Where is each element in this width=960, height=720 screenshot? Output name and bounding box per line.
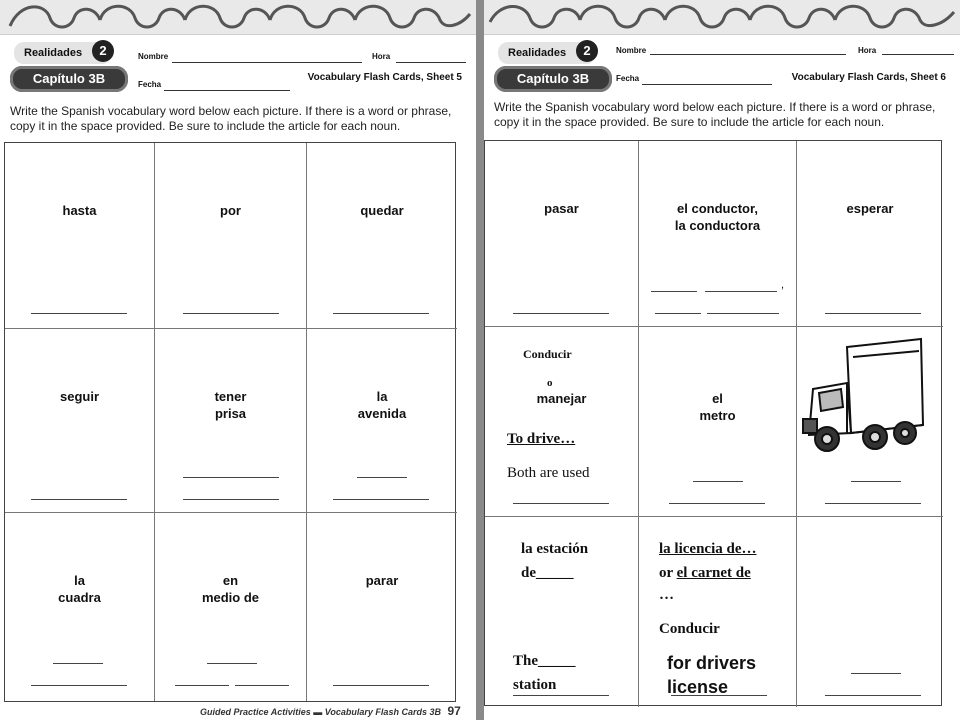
flash-card <box>5 143 155 329</box>
handwritten-note: station <box>513 677 557 693</box>
level-badge: 2 <box>92 40 114 62</box>
hora-label: Hora <box>858 46 877 55</box>
flash-card <box>307 143 457 329</box>
answer-blank[interactable] <box>183 313 279 314</box>
handwritten-note: Conducir <box>523 347 572 361</box>
flash-card <box>307 329 457 513</box>
flash-card-grid <box>4 142 456 702</box>
instructions: Write the Spanish vocabulary word below each picture. If there is a word or phrase, copy it in the space provided. Be sure to include the article for each noun. <box>10 104 452 133</box>
handwritten-note: la licencia de… <box>659 541 757 557</box>
answer-blank[interactable] <box>31 313 127 314</box>
vocab-word: el conductor, <box>677 201 758 216</box>
handwritten-note: … <box>659 587 674 603</box>
flash-card-sheet-5 <box>0 0 476 720</box>
flash-card <box>639 327 797 517</box>
page-gutter <box>476 0 484 720</box>
answer-blank[interactable] <box>31 499 127 500</box>
flash-card <box>307 513 457 701</box>
answer-blank[interactable] <box>333 313 429 314</box>
flash-card-grid <box>484 140 942 706</box>
vocab-word: medio de <box>201 590 260 605</box>
vocab-word: esperar <box>846 201 894 216</box>
decorative-scroll-border <box>0 0 476 35</box>
chapter-label: Capítulo 3B <box>494 66 612 92</box>
answer-blank[interactable] <box>851 481 901 482</box>
answer-blank[interactable] <box>513 313 609 314</box>
vocab-word: quedar <box>360 203 404 218</box>
handwritten-note: for drivers <box>667 653 757 673</box>
vocab-word: pasar <box>544 201 579 216</box>
handwritten-note: de_____ <box>521 565 574 581</box>
delivery-truck-icon <box>801 333 931 463</box>
answer-blank[interactable] <box>31 685 127 686</box>
answer-blank[interactable] <box>513 695 609 696</box>
answer-blank[interactable] <box>235 685 289 686</box>
decorative-scroll-border <box>484 0 960 35</box>
worksheet-header <box>10 38 468 94</box>
answer-blank[interactable] <box>825 503 921 504</box>
answer-blank[interactable] <box>207 663 257 664</box>
nombre-label: Nombre <box>616 46 647 55</box>
answer-blank[interactable] <box>183 477 279 478</box>
fecha-label: Fecha <box>138 80 162 89</box>
handwritten-note: o <box>547 377 553 389</box>
vocab-word: hasta <box>62 203 97 218</box>
handwritten-note: Both are used <box>507 465 590 481</box>
answer-blank[interactable] <box>655 313 701 314</box>
answer-blank[interactable] <box>333 685 429 686</box>
vocab-word: la conductora <box>674 218 761 233</box>
handwritten-note <box>659 565 751 582</box>
vocab-word: la <box>74 573 85 588</box>
fecha-line <box>164 90 290 91</box>
vocab-word: metro <box>699 408 736 423</box>
flash-card <box>155 513 307 701</box>
hora-label: Hora <box>372 52 391 61</box>
flash-card <box>639 517 797 707</box>
flash-card <box>797 517 943 707</box>
flash-card <box>155 329 307 513</box>
vocab-word: el <box>712 391 723 406</box>
handwritten-note: license <box>667 677 729 697</box>
vocab-word: cuadra <box>58 590 101 605</box>
nombre-line <box>650 54 846 55</box>
footer-right: Vocabulary Flash Cards 3B <box>324 707 441 717</box>
fecha-line <box>642 84 772 85</box>
vocab-word: manejar <box>536 391 587 406</box>
nombre-label: Nombre <box>138 52 169 61</box>
vocab-word: en <box>222 573 239 588</box>
handwritten-note: Conducir <box>659 621 720 637</box>
vocab-word: la <box>376 389 388 404</box>
fecha-label: Fecha <box>616 74 640 83</box>
vocab-word: por <box>220 203 241 218</box>
flash-card <box>639 141 797 327</box>
scroll-ornament-icon <box>484 0 960 34</box>
level-badge: 2 <box>576 40 598 62</box>
flash-card <box>5 513 155 701</box>
answer-blank[interactable] <box>825 313 921 314</box>
vocab-word: seguir <box>59 389 99 404</box>
book-title: Realidades <box>498 42 596 64</box>
flash-card <box>485 517 639 707</box>
answer-blank[interactable] <box>707 313 779 314</box>
answer-blank[interactable] <box>671 695 767 696</box>
instructions: Write the Spanish vocabulary word below each picture. If there is a word or phrase, copy it in the space provided. Be sure to include the article for each noun. <box>494 100 936 129</box>
answer-blank[interactable] <box>693 481 743 482</box>
answer-blank[interactable] <box>825 695 921 696</box>
answer-blank[interactable] <box>333 499 429 500</box>
sheet-title: Vocabulary Flash Cards, Sheet 6 <box>791 72 946 83</box>
scroll-ornament-icon <box>0 0 476 34</box>
footer-separator: ▬ <box>313 707 323 717</box>
flash-card <box>485 327 639 517</box>
chapter-label: Capítulo 3B <box>10 66 128 92</box>
flash-card <box>5 329 155 513</box>
answer-blank[interactable] <box>669 503 765 504</box>
page-footer <box>200 704 461 718</box>
page-number: 97 <box>447 704 461 718</box>
flash-card <box>797 327 943 517</box>
sheet-title: Vocabulary Flash Cards, Sheet 5 <box>307 72 462 83</box>
answer-blank[interactable] <box>53 663 103 664</box>
flash-card <box>155 143 307 329</box>
flash-card <box>797 141 943 327</box>
flash-card <box>485 141 639 327</box>
vocab-word: prisa <box>214 406 247 421</box>
footer-left: Guided Practice Activities <box>200 707 311 717</box>
comma-separator: , <box>781 279 785 291</box>
worksheet-header <box>494 38 952 94</box>
handwritten-note: The_____ <box>513 653 576 669</box>
answer-blank[interactable] <box>513 503 609 504</box>
answer-blank[interactable] <box>705 291 777 292</box>
vocab-word: tener <box>214 389 247 404</box>
nombre-line <box>172 62 362 63</box>
answer-blank[interactable] <box>357 477 407 478</box>
answer-blank[interactable] <box>851 673 901 674</box>
handwritten-carnet: el carnet de <box>676 565 751 581</box>
flash-card-sheet-6 <box>484 0 960 720</box>
handwritten-note: la estación <box>521 541 589 557</box>
handwritten-or: or <box>659 565 677 581</box>
book-title: Realidades <box>14 42 112 64</box>
answer-blank[interactable] <box>175 685 229 686</box>
vocab-word: avenida <box>357 406 407 421</box>
hora-line <box>396 62 466 63</box>
vocab-word: parar <box>365 573 399 588</box>
answer-blank[interactable] <box>651 291 697 292</box>
answer-blank[interactable] <box>183 499 279 500</box>
handwritten-note: To drive… <box>507 431 576 447</box>
hora-line <box>882 54 954 55</box>
